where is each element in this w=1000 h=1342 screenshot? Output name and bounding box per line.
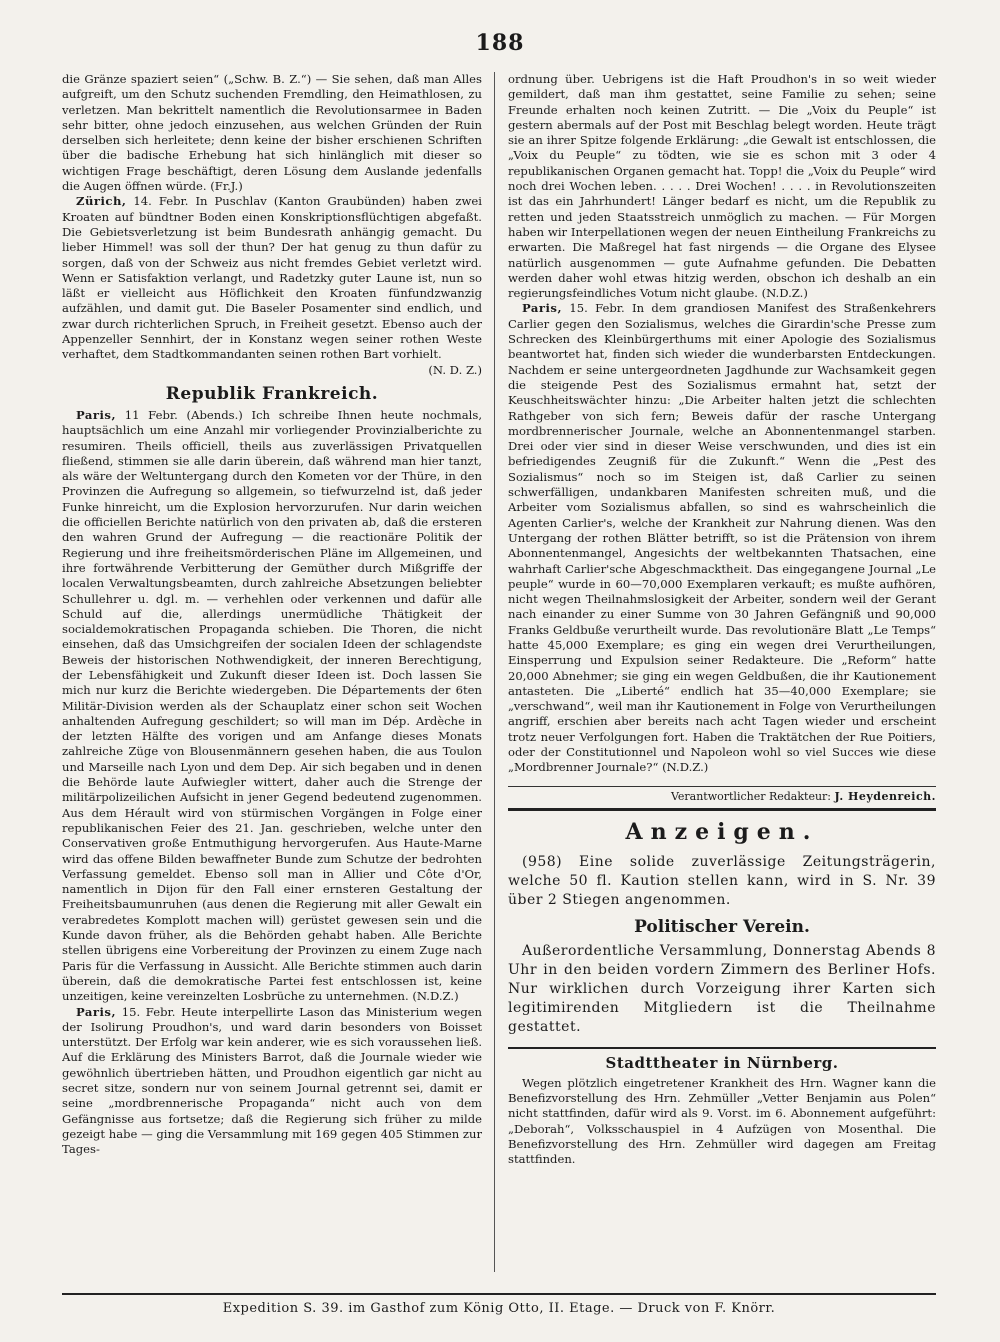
responsible-editor [508,789,936,804]
article-text: ordnung über. Uebrigens ist die Haft Proudhon's in so weit wieder gemildert, daß man ihm gestattet, seine Familie zu sehen; seine Freunde erhalten noch keinen Zutritt. — Die „Voix du Peuple“ ist gestern abermals auf der Post mit Beschlag belegt worden. Heute trägt sie an ihrer Spitze folgende Erklärung: „die Gewalt ist entschlossen, die „Voix du Peuple“ zu tödten, wie sie es schon mit 3 oder 4 republikanischen Organen gemacht hat. Topp! die „Voix du Peuple“ wird noch drei Wochen leben. . . . . Drei Wochen! . . . . in Revolutionszeiten ist das ein Jahrhundert! Länger bedarf es nicht, um die Republik zu retten und jeden Staatsstreich unmöglich zu machen. — Für Morgen haben wir Interpellationen wegen der neuen Eintheilung Frankreichs zu erwarten. Die Maßregel hat fast nirgends — die Organe des Elysee natürlich ausgenommen — gute Aufnahme gefunden. Die Debatten werden daher wohl etwas hitzig werden, obschon ich deshalb an ein regierungsfeindliches Votum nicht glaube. [508,72,936,301]
article-zurich [62,194,482,362]
source-tag: (N. D. Z.) [428,362,482,377]
source-tag: (N.D.Z.) [761,286,808,301]
article-text: 15. Febr. In dem grandiosen Manifest des Straßenkehrers Carlier gegen den Sozialismus, welches die Girardin'sche Presse zum Schrecken des Kleinbürgerthums mit einer Apologie des Sozialismus beantwortet hat, finden sich wieder die wunderbarsten Entdeckungen. Nachdem er seine untergeordneten Jagdhunde zur Wachsamkeit gegen die steigende Pest des Sozialismus ermahnt hat, setzt der Keuschheitswächter hinzu: „Die Arbeiter halten jetzt die schlechten Rathgeber von sich fern; Beweis dafür der rasche Untergang mordbrennerischer Journale, welche an Abonnentenmangel starben. Drei oder vier sind in dieser Weise verschwunden, und dies ist ein befriedigendes Zeugniß für die Zukunft.“ Wenn die „Pest des Sozialismus“ noch so im Steigen ist, daß Carlier zu seinen schwerfälligen, undankbaren Manifesten schreiten muß, und die Arbeiter vom Sozialismus abfallen, so sind es wahrscheinlich die Agenten Carlier's, welche der Krankheit zur Nahrung dienen. Was den Untergang der rothen Blätter betrifft, so ist die Prätension von ihrem Abonnentenmangel, Angesichts der weltbekannten Thatsachen, eine wahrhaft Carlier'sche Abgeschmacktheit. Das eingegangene Journal „Le peuple“ wurde in 60—70,000 Exemplaren verkauft; es mußte aufhören, nicht wegen Theilnahmslosigkeit der Arbeiter, sondern weil der Gerant nach einander zu einer Summe von 30 Jahren Gefängniß und 90,000 Franks Geldbuße verurtheilt wurde. Das revolutionäre Blatt „Le Temps“ hatte 45,000 Exemplare; es ging ein wegen drei Verurtheilungen, Einsperrung und Expulsion seiner Redakteure. Die „Reform“ hatte 20,000 Abnehmer; sie ging ein wegen Geldbußen, die ihr Kautionement antasteten. Die „Liberté“ endlich hat 35—40,000 Exemplare; sie „verschwand“, weil man ihr Kautionement in Folge von Verurtheilungen angriff, erschien aber bereits nach acht Tagen wieder und erscheint trotz neuer Verfolgungen fort. Haben die Traktätchen der Rue Poitiers, oder der Constitutionnel und Napoleon wohl so viel Succes wie diese „Mordbrenner Journale?“ [508,301,936,775]
ads-heading: Anzeigen. [625,818,819,845]
source-tag: (Fr.J.) [210,179,243,194]
article-paris-11-feb [62,408,482,1005]
theater-divider [508,1047,936,1049]
editor-divider [508,786,936,787]
source-tag: (N.D.Z.) [412,989,459,1004]
article-paris-15-feb-b [508,301,936,775]
source-tag: (N.D.Z.) [662,760,709,775]
section-heading-france: Republik Frankreich. [165,383,379,404]
imprint-footer: Expedition S. 39. im Gasthof zum König Otto, II. Etage. — Druck von F. Knörr. [222,1301,776,1316]
dateline-place: Paris, [76,407,116,422]
article-text: die Gränze spaziert seien“ („Schw. B. Z.“) — Sie sehen, daß man Alles aufgreift, um den Schutz suchenden Fremdling, den Heimathlosen, zu verletzen. Man bekrittelt namentlich die Revolutionsarmee in Baden sehr bitter, ohne jedoch einzusehen, aus welchen Gründen der Ruin derselben sich herleitete; denn keine der bisher erschienen Schriften über die badische Erhebung hat sich hinlänglich mit dieser so wichtigen Frage beschäftigt, deren Lösung dem Auslande jedenfalls die Augen öffnen würde. [62,72,482,194]
dateline-place: Paris, [522,301,562,316]
article-paris-continuation [508,72,936,301]
right-column [508,72,936,1278]
theater-notice: Wegen plötzlich eingetretener Krankheit des Hrn. Wagner kann die Benefizvorstellung des Hrn. Zehmüller „Vetter Benjamin aus Polen“ nicht stattfinden, dafür wird als 9. Vorst. im 6. Abonnement aufgeführt: „Deborah“, Volksschauspiel in 4 Aufzügen von Mosenthal. Die Benefizvorstellung des Hrn. Zehmüller wird dagegen am Freitag stattfinden. [508,1075,936,1167]
article-paris-15-feb-a [62,1005,482,1158]
editor-label: Verantwortlicher Redakteur: [670,789,832,803]
article-text: 14. Febr. In Puschlav (Kanton Graubünden) haben zwei Kroaten auf bündtner Boden einen Konskriptionsflüchtigen abgefaßt. Die Gebietsverletzung ist beim Bundesrath anhängig gemacht. Du lieber Himmel! was soll der thun? Der hat genug zu thun dafür zu sorgen, daß von der Schweiz aus nicht fremdes Gebiet verletzt wird. Wenn er Satisfaktion verlangt, und Radetzky guter Laune ist, nun so läßt er vielleicht aus Höflichkeit den Kroaten fünfundzwanzig aufzählen, und damit gut. Die Baseler Posamenter sind endlich, und zwar durch richterlichen Spruch, in Freiheit gesetzt. Ebenso auch der Appenzeller Sennhirt, der in Konstanz wegen seiner rothen Weste verhaftet, dem Stadtkommandanten seinen rothen Bart vorhielt. [62,194,482,362]
political-association-notice: Außerordentliche Versammlung, Donnerstag Abends 8 Uhr in den beiden vordern Zimmern des Berliner Hofs. Nur wirklichen durch Vorzeigung ihrer Karten sich legitimirenden Mitgliedern ist die Theilnahme gestattet. [508,942,936,1035]
political-association-heading: Politischer Verein. [634,916,810,937]
article-text: 11 Febr. (Abends.) Ich schreibe Ihnen heute nochmals, hauptsächlich um eine Anzahl mir vorliegender Provinzialberichte zu resumiren. Theils officiell, theils aus zuverlässigen Privatquellen fließend, stimmen sie alle darin überein, daß während man hier tanzt, als wäre der Weltuntergang durch den Kometen vor der Thüre, in den Provinzen die Aufregung so allgemein, so tiefwurzelnd ist, daß jeder Funke hinreicht, um die Explosion hervorzurufen. Nur darin weichen die officiellen Berichte natürlich von den privaten ab, daß die ersteren den wahren Grund der Aufregung — die reactionäre Politik der Regierung und ihre freiheitsmörderischen Pläne im Allgemeinen, und ihre fortwährende Verbitterung der Gemüther durch Mißgriffe der localen Verwaltungsbeamten, durch zahlreiche Absetzungen beliebter Schullehrer u. dgl. m. — verhehlen oder verkennen und dafür alle Schuld auf die, allerdings unermüdliche Thätigkeit der socialdemokratischen Propaganda schieben. Die Thoren, die nicht einsehen, daß das Umsichgreifen der socialen Ideen der schlagendste Beweis der historischen Nothwendigkeit, der inneren Berechtigung, der Lebensfähigkeit und Zukunft dieser Ideen ist. Doch lassen Sie mich nur kurz die Berichte wiedergeben. Die Départements der 6ten Militär-Division werden als der Schauplatz einer schon seit Wochen anhaltenden Aufregung geschildert; so will man im Dép. Ardèche in der letzten Hälfte des vorigen und am Anfange dieses Monats zahlreiche Züge von Blousenmännern gesehen haben, die aus Toulon und Marseille nach Lyon und dem Dep. Air sich begaben und in denen die Behörde laute Aufwiegler wittert, daher auch die Strenge der militärpolizeilichen Aufsicht in jener Gegend bedeutend zugenommen. Aus dem Hérault wird von stürmischen Vorgängen in Folge einer republikanischen Feier des 21. Jan. geschrieben, welche unter den Conservativen große Entmuthigung hervorgerufen. Aus Haute-Marne wird das offene Bilden bewaffneter Bunde zum Schutze der bedrohten Verfassung gemeldet. Ebenso soll man in Allier und Côte d'Or, namentlich in Dijon für den Fall einer ernsteren Gestaltung der Freiheitsbaumunruhen (aus denen die Regierung mit aller Gewalt ein verabredetes Komplott machen will) gerüstet gewesen sein und die Kunde davon früher, als die Behörden gehabt haben. Alle Berichte stellen übrigens eine Vorbereitung der Provinzen zu einem Zuge nach Paris für die Verfassung in Aussicht. Alle Berichte stimmen auch darin überein, daß die demokratische Partei fest entschlossen ist, keine unzeitigen, keine vereinzelten Losbrüche zu unternehmen. [62,407,482,1004]
dateline-place: Zürich, [76,194,127,209]
column-divider [494,72,495,1272]
article-swiss-continuation [62,72,482,194]
article-text: 15. Febr. Heute interpellirte Lason das Ministerium wegen der Isolirung Proudhon's, und ward darin besonders von Boisset unterstützt. Der Erfolg war kein anderer, wie es sich voraussehen ließ. Auf die Erklärung des Ministers Barrot, daß die Journale wieder wie gewöhnlich übertrieben hätten, und Proudhon eigentlich gar nicht au secret sitze, sondern nur von seinem Journal getrennt sei, damit er seine „mordbrennerische Propaganda“ nicht auch von dem Gefängnisse aus fortsetze; daß die Regierung sich früher zu milde gezeigt habe — ging die Versammlung mit 169 gegen 405 Stimmen zur Tages- [62,1004,482,1157]
editor-name: J. Heydenreich. [834,789,936,803]
left-column [62,72,482,1278]
ad-958: (958) Eine solide zuverlässige Zeitungsträgerin, welche 50 fl. Kaution stellen kann, wird in S. Nr. 39 über 2 Stiegen angenommen. [508,853,936,908]
dateline-place: Paris, [76,1004,116,1019]
page-number: 188 [475,30,525,56]
footer-divider [62,1293,936,1295]
theater-heading: Stadttheater in Nürnberg. [605,1053,839,1072]
ads-divider [508,808,936,811]
